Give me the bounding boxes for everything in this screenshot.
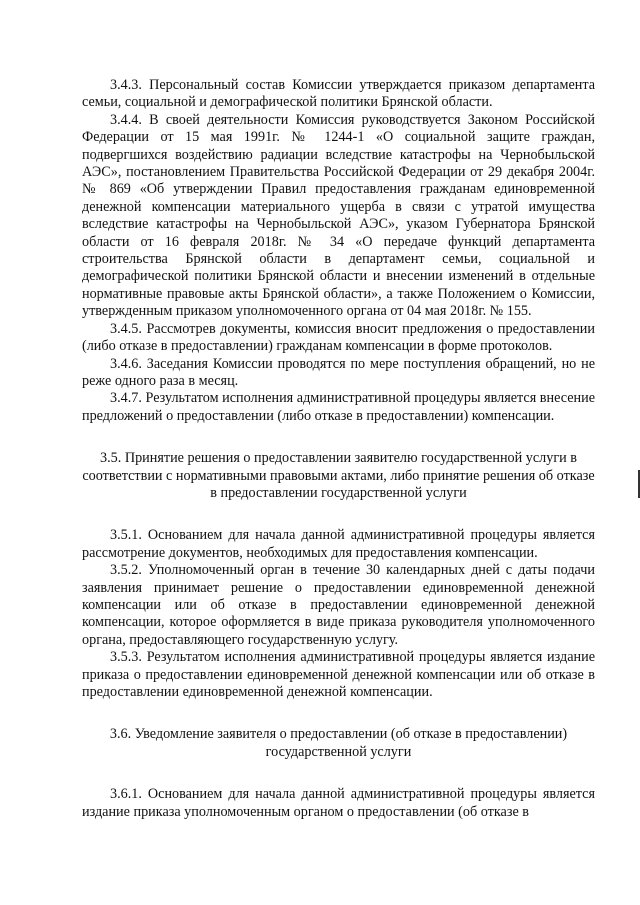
paragraph-3-5-2: 3.5.2. Уполномоченный орган в течение 30 календарных дней с даты подачи заявления принимает решение о предоставлении единовременной денежной компенсации или об отказе в предоставлении единовременной денежной компенсации, которое оформляется в виде приказа руководителя уполномоченного органа, предоставляющего государственную услугу. xyxy=(82,562,595,648)
section-heading-3-5: 3.5. Принятие решения о предоставлении заявителю государственной услуги в соответствии с нормативными правовыми актами, либо принятие решения об отказе в предоставлении государственной услуги xyxy=(82,450,595,501)
paragraph-3-5-1: 3.5.1. Основанием для начала данной административной процедуры является рассмотрение документов, необходимых для предоставления компенсации. xyxy=(82,527,595,561)
paragraph-3-4-4: 3.4.4. В своей деятельности Комиссия руководствуется Законом Российской Федерации от 15 мая 1991г. № 1244-1 «О социальной защите граждан, подвергшихся воздействию радиации вследствие катастрофы на Чернобыльской АЭС», постановлением Правительства Российской Федерации от 29 декабря 2004г. № 869 «Об утверждении Правил предоставления гражданам единовременной денежной компенсации материального ущерба в связи с утратой имущества вследствие катастрофы на Чернобыльской АЭС», указом Губернатора Брянской области от 16 февраля 2018г. № 34 «О передаче функций департамента строительства Брянской области в департамент семьи, социальной и демографической политики Брянской области и внесении изменений в отдельные нормативные правовые акты Брянской области», а также Положением о Комиссии, утвержденным приказом уполномоченного органа от 04 мая 2018г. № 155. xyxy=(82,111,595,320)
paragraph-3-4-3: 3.4.3. Персональный состав Комиссии утверждается приказом департамента семьи, социальной и демографической политики Брянской области. xyxy=(82,77,595,111)
paragraph-3-6-1: 3.6.1. Основанием для начала данной административной процедуры является издание приказа уполномоченным органом о предоставлении (об отказе в xyxy=(82,786,595,820)
paragraph-3-4-6: 3.4.6. Заседания Комиссии проводятся по мере поступления обращений, но не реже одного раза в месяц. xyxy=(82,355,595,389)
paragraph-3-5-3: 3.5.3. Результатом исполнения административной процедуры является издание приказа о предоставлении единовременной денежной компенсации или об отказе в предоставлении единовременной денежной компенсации. xyxy=(82,649,595,700)
paragraph-3-4-5: 3.4.5. Рассмотрев документы, комиссия вносит предложения о предоставлении (либо отказе в предоставлении) гражданам компенсации в форме протоколов. xyxy=(82,320,595,355)
section-heading-3-6: 3.6. Уведомление заявителя о предоставлении (об отказе в предоставлении) государственной услуги xyxy=(109,726,568,760)
paragraph-3-4-7: 3.4.7. Результатом исполнения административной процедуры является внесение предложений о предоставлении (либо отказе в предоставлении) компенсации. xyxy=(82,390,595,424)
